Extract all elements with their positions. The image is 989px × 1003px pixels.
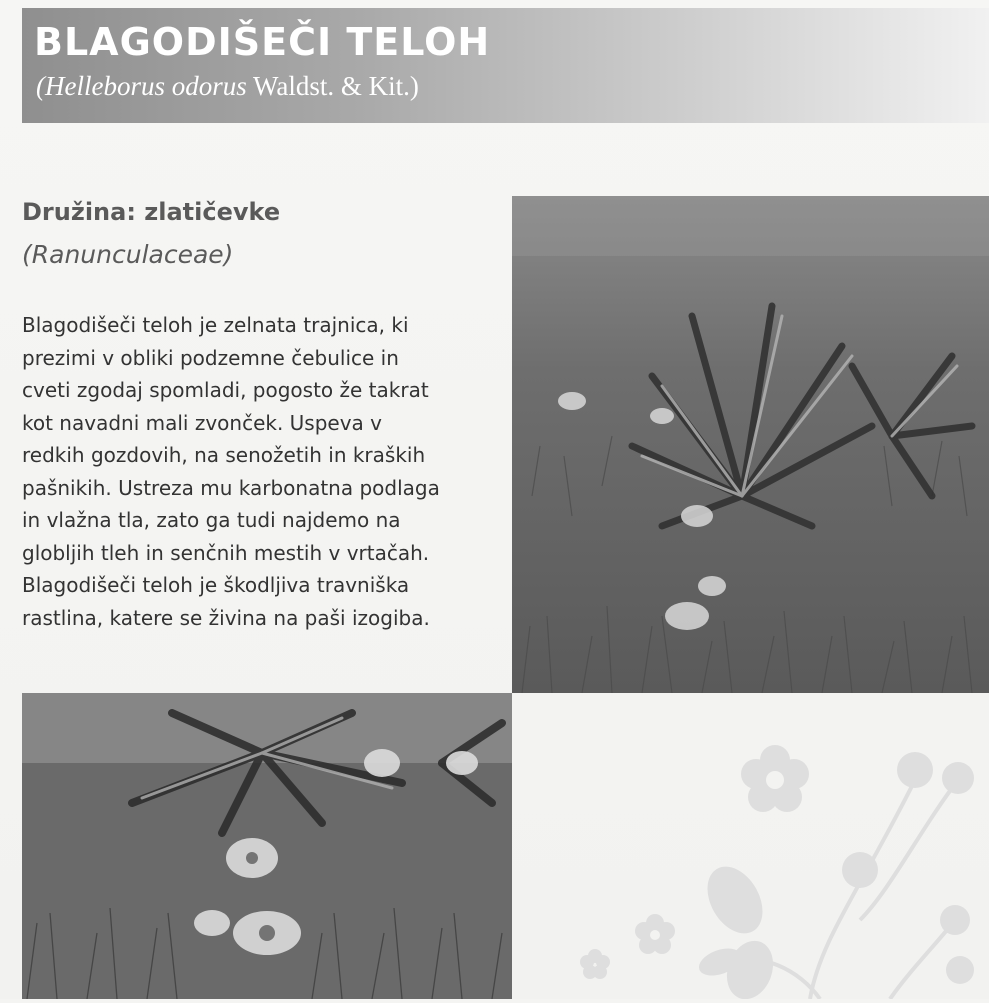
description-line: pašnikih. Ustreza mu karbonatna podlaga (22, 475, 440, 500)
latin-author: Waldst. & Kit.) (246, 71, 419, 101)
description-line: kot navadni mali zvonček. Uspeva v (22, 410, 383, 435)
description-line: prezimi v obliki podzemne čebulice in (22, 345, 399, 370)
latin-species: (Helleborus odorus (36, 71, 247, 101)
description-paragraph (22, 309, 508, 634)
description-line: Blagodišeči teloh je zelnata trajnica, ki (22, 313, 409, 337)
page-title: BLAGODIŠEČI TELOH (34, 20, 491, 64)
family-latin-name: (Ranunculaceae) (22, 240, 234, 269)
description-line: in vlažna tla, zato ga tudi najdemo na (22, 508, 401, 532)
description-line: redkih gozdovih, na senožetih in kraških (22, 443, 426, 467)
floral-ornament-icon (560, 720, 989, 999)
description-line: globljih tleh in senčnih mestih v vrtačah. (22, 540, 430, 565)
description-line: cveti zgodaj spomladi, pogosto že takrat (22, 378, 429, 402)
hellebore-flowers-closeup-photo (22, 693, 512, 999)
description-line: Blagodišeči teloh je škodljiva travniška (22, 573, 410, 597)
family-heading: Družina: zlatičevke (22, 198, 281, 226)
description-line: rastlina, katere se živina na paši izogiba. (22, 605, 430, 630)
hellebore-plant-photo (512, 196, 989, 693)
latin-name (36, 68, 419, 104)
